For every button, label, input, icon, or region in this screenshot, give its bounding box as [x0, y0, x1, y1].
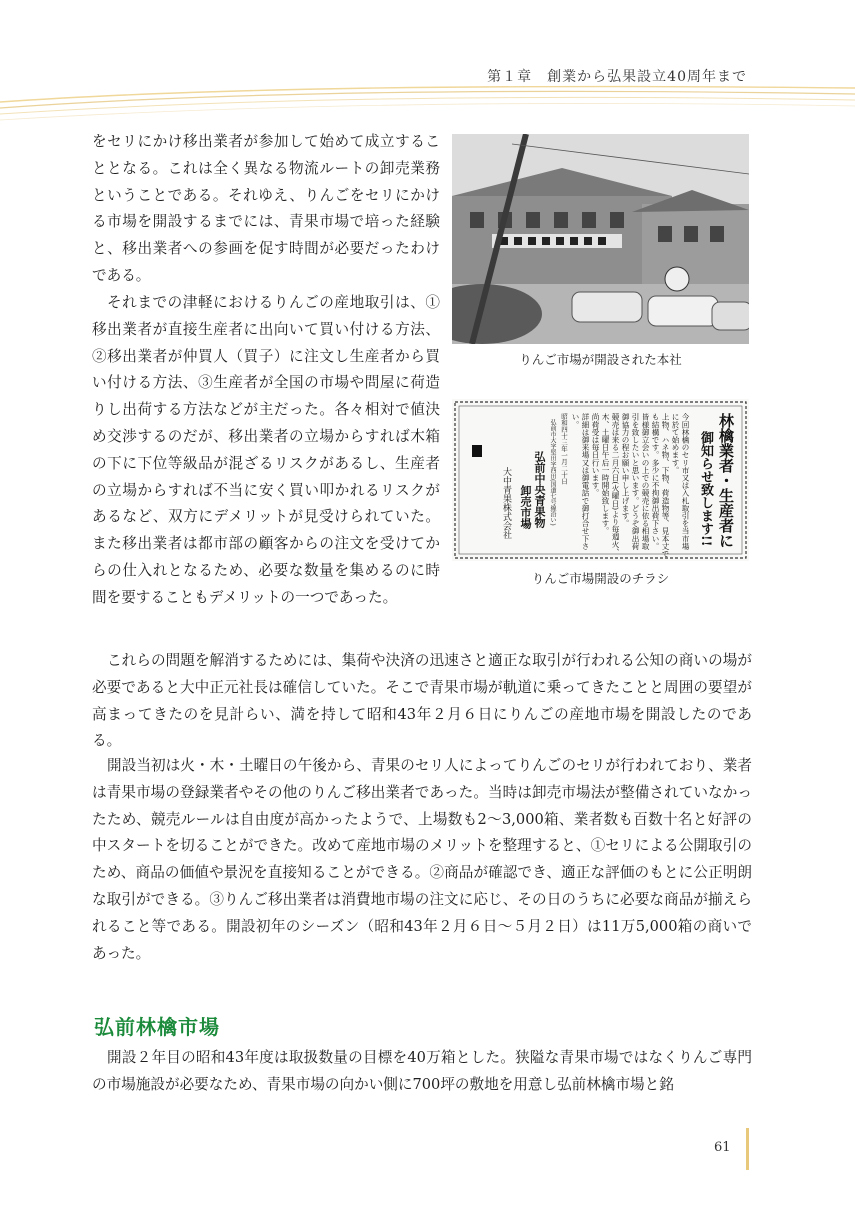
- flyer-notice-line: 尚荷受は毎日行います。: [591, 413, 600, 497]
- flyer-company-name: 大中青果株式会社: [501, 467, 511, 539]
- page-number: 61: [714, 1140, 731, 1155]
- photo-caption: りんご市場が開設された本社: [519, 352, 682, 367]
- flyer-notice-line: い。: [571, 413, 580, 429]
- flyer-notice-line: 今回林檎のセリ市又は入札取引を当市場: [681, 413, 690, 550]
- flyer-notice-line: も結構です。多少に不拘御出荷下さい。: [651, 413, 660, 550]
- body-paragraph: これらの問題を解消するためには、集荷や決済の迅速さと適正な取引が行われる公知の商いの場が必要であると大中正元社長は確信していた。そこで青果市場が軌道に乗ってきたことと周囲の要望が高まってきたのを見計らい、満を持して昭和43年２月６日にりんごの産地市場を開設したのである。: [92, 652, 752, 750]
- flyer-date: 昭和四十三年一月二十日: [560, 413, 568, 485]
- flyer-notice-line: 競売は来る二月六日(火曜日)より毎週火、: [611, 413, 620, 556]
- flyer-headline: 林檎業者・生産者に: [717, 413, 735, 548]
- flyer-caption: りんご市場開設のチラシ: [531, 571, 670, 586]
- flyer-notice-line: 上物、ハネ物、下物、荷造物等、見本丈で: [661, 413, 670, 558]
- flyer-market-name: 卸売市場: [519, 485, 532, 529]
- body-paragraph: 開設２年目の昭和43年度は取扱数量の目標を40万箱とした。狭隘な青果市場ではなくりんご専門の市場施設が必要なため、青果市場の向かい側に700坪の敷地を用意し弘前林檎市場と銘: [92, 1049, 752, 1093]
- market-headquarters-photo: [452, 134, 749, 344]
- market-opening-flyer: [452, 399, 749, 561]
- flyer-market-name: 弘前中央青果物: [533, 451, 546, 528]
- body-paragraph: それまでの津軽におけるりんごの産地取引は、①移出業者が直接生産者に出向いて買い付ける方法、②移出業者が仲買人（買子）に注文し生産者から買い付ける方法、③生産者が全国の市場や問屋に荷造りし出荷する方法などが主だった。各々相対で値決め交渉するのだが、移出業者の立場からすれば木箱の下に下位等級品が混ざるリスクがあるし、生産者の立場からすれば不当に安く買い叩かれるリスクがあるなど、双方にデメリットが見受けられていた。また移出業者は都市部の顧客からの注文を受けてからの仕入れとなるため、必要な数量を集めるのに時間を要することもデメリットの一つであった。: [92, 294, 440, 606]
- flyer-notice-line: 引を致したいと思います。どうぞ御出荷: [631, 413, 640, 550]
- page-number-bar: [746, 1128, 749, 1170]
- flyer-subheadline: 御知らせ致します!!: [698, 431, 713, 547]
- flyer-address: 弘前市大字堅田字西田(国道七号線沿い): [549, 419, 556, 526]
- flyer-notice-line: 御協力の程お願い申し上げます。: [621, 413, 630, 527]
- section-heading: 弘前林檎市場: [94, 1015, 220, 1039]
- photo-illustration: [452, 134, 749, 344]
- body-paragraph: をセリにかけ移出業者が参加して始めて成立することとなる。これは全く異なる物流ルートの卸売業務ということである。それゆえ、りんごをセリにかける市場を開設するまでには、青果市場で培った経験と、移出業者への参画を促す時間が必要だったわけである。: [92, 133, 440, 284]
- flyer-notice-line: 皆様御立会いの上での競売に依る相場取: [641, 413, 650, 550]
- chapter-title: 第１章 創業から弘果設立40周年まで: [487, 69, 747, 85]
- flyer-notice-line: 木、土曜日午后一時開始致します。: [601, 413, 610, 535]
- flyer-notice-line: に於て始めます。: [671, 413, 680, 474]
- header-swoosh-decoration: [0, 78, 855, 128]
- flyer-notice-line: 詳細は御来場又は御電話で御打合せ下さ: [581, 413, 590, 550]
- body-paragraph: 開設当初は火・木・土曜日の午後から、青果のセリ人によってりんごのセリが行われており、業者は青果市場の登録業者やその他のりんご移出業者であった。当時は卸売市場法が整備されていなかったため、競売ルールは自由度が高かったようで、上場数も2〜3,000箱、業者数も百数十名と好評の中スタートを切ることができた。改めて産地市場のメリットを整理すると、①セリによる公開取引のため、商品の価値や景況を直接知ることができる。②商品が確認でき、適正な評価のもとに公正明朗な取引ができる。③りんご移出業者は消費地市場の注文に応じ、その日のうちに必要な商品が揃えられること等である。開設初年のシーズン（昭和43年２月６日〜５月２日）は11万5,000箱の商いであった。: [92, 757, 752, 962]
